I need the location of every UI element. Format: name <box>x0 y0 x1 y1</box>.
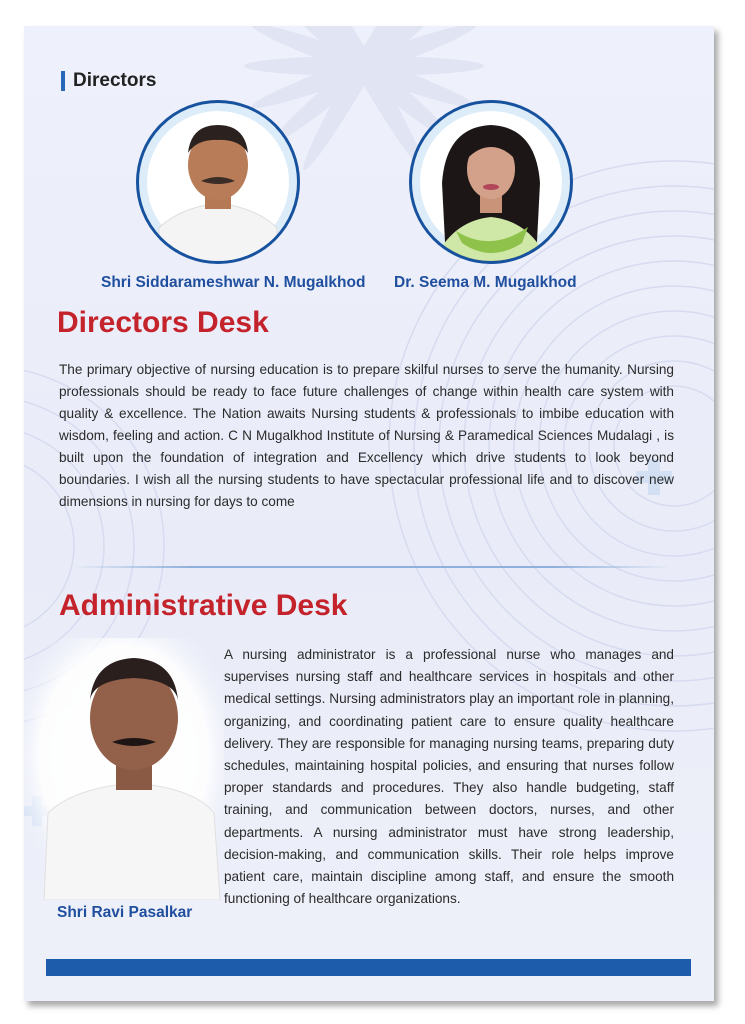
director-portrait-2 <box>409 100 573 264</box>
administrator-photo <box>24 638 224 900</box>
director-portrait-1 <box>136 100 300 264</box>
administrative-desk-body: A nursing administrator is a professional nurse who manages and supervises nursing staff and healthcare services in hospitals and other medical settings. Nursing administrators play an important role in planning, organizing, and coordinating patient care to ensure quality healthcare delivery. They are responsible for managing nursing teams, preparing duty schedules, maintaining hospital policies, and ensuring that nurses follow proper standards and procedures. They also handle budgeting, staff training, and communication between doctors, nurses, and other departments. A nursing administrator must have strong leadership, decision-making, and communication skills. Their role helps improve patient care, maintain discipline among staff, and ensure the smooth functioning of healthcare organizations. <box>224 647 674 907</box>
directors-desk-title: Directors Desk <box>57 306 269 339</box>
director-name-2: Dr. Seema M. Mugalkhod <box>394 274 577 291</box>
administrator-name: Shri Ravi Pasalkar <box>57 904 193 921</box>
directors-heading: Directors <box>61 71 156 91</box>
directors-desk-body: The primary objective of nursing education is to prepare skilful nurses to serve the humanity. Nursing professionals should be ready to face future challenges of change within health care system with quality & excellence. The Nation awaits Nursing students & professionals to imbibe education with wisdom, feeling and action. C N Mugalkhod Institute of Nursing & Paramedical Sciences Mudalagi , is built upon the foundation of integration and Excellency which drive students to look beyond boundaries. I wish all the nursing students to have spectacular professional life and to discover new dimensions in nursing for days to come <box>59 362 674 509</box>
section-divider <box>72 566 672 568</box>
director-name-1: Shri Siddarameshwar N. Mugalkhod <box>101 274 366 291</box>
brochure-page <box>24 26 714 1001</box>
administrative-desk-title: Administrative Desk <box>59 589 348 622</box>
footer-bar <box>46 959 691 976</box>
